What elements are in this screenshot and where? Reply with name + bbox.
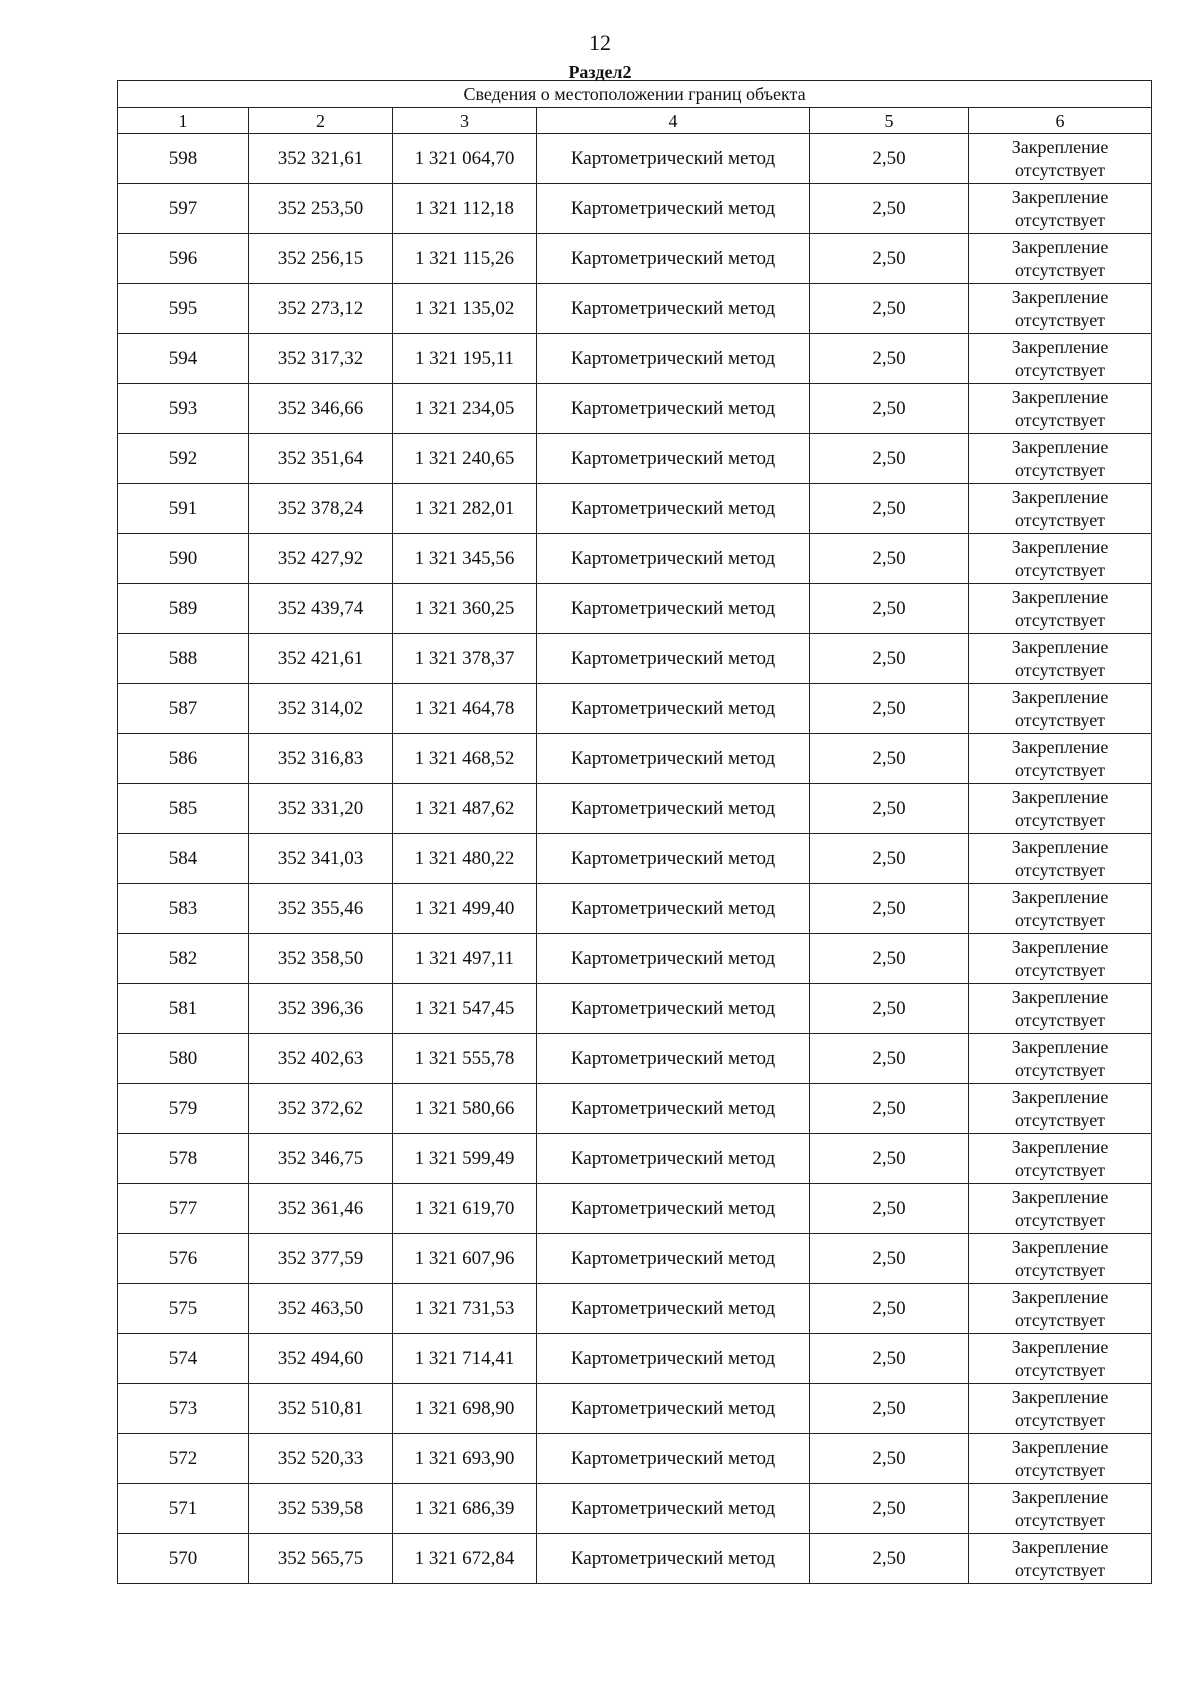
marker-description-line-2: отсутствует: [1015, 959, 1106, 980]
point-number-cell: 598: [118, 134, 249, 184]
determination-method-cell: Картометрический метод: [537, 334, 810, 384]
determination-method-cell: Картометрический метод: [537, 1334, 810, 1384]
column-header: 6: [969, 108, 1152, 134]
marker-description-line-1: Закрепление: [1011, 786, 1109, 807]
coordinate-x-cell: 352 346,75: [249, 1134, 393, 1184]
coordinate-x-cell: 352 317,32: [249, 334, 393, 384]
coordinate-x-cell: 352 396,36: [249, 984, 393, 1034]
page-number: 12: [589, 30, 611, 55]
coordinate-y-cell: 1 321 714,41: [393, 1334, 537, 1384]
marker-description-cell: [969, 1534, 1152, 1584]
table-row: [118, 234, 1152, 284]
marker-description-cell: [969, 134, 1152, 184]
point-number-cell: 590: [118, 534, 249, 584]
marker-description-line-1: Закрепление: [1011, 736, 1109, 757]
coordinate-y-cell: 1 321 234,05: [393, 384, 537, 434]
coordinate-y-cell: 1 321 499,40: [393, 884, 537, 934]
determination-method-cell: Картометрический метод: [537, 1384, 810, 1434]
table-row: [118, 1534, 1152, 1584]
point-number-cell: 588: [118, 634, 249, 684]
coordinate-y-cell: 1 321 619,70: [393, 1184, 537, 1234]
marker-description-line-1: Закрепление: [1011, 836, 1109, 857]
marker-description-line-2: отсутствует: [1015, 1159, 1106, 1180]
coordinate-y-cell: 1 321 693,90: [393, 1434, 537, 1484]
marker-description-line-1: Закрепление: [1011, 286, 1109, 307]
coordinate-x-cell: 352 321,61: [249, 134, 393, 184]
marker-description-line-2: отсутствует: [1015, 1409, 1106, 1430]
coordinate-y-cell: 1 321 240,65: [393, 434, 537, 484]
accuracy-value-cell: 2,50: [810, 1034, 969, 1084]
marker-description-line-1: Закрепление: [1011, 1436, 1109, 1457]
accuracy-value-cell: 2,50: [810, 784, 969, 834]
point-number-cell: 591: [118, 484, 249, 534]
determination-method-cell: Картометрический метод: [537, 1034, 810, 1084]
accuracy-value-cell: 2,50: [810, 1384, 969, 1434]
point-number-cell: 597: [118, 184, 249, 234]
determination-method-cell: Картометрический метод: [537, 834, 810, 884]
coordinate-y-cell: 1 321 547,45: [393, 984, 537, 1034]
coordinate-y-cell: 1 321 195,11: [393, 334, 537, 384]
determination-method-cell: Картометрический метод: [537, 784, 810, 834]
coordinate-x-cell: 352 421,61: [249, 634, 393, 684]
marker-description-line-2: отсутствует: [1015, 1209, 1106, 1230]
accuracy-value-cell: 2,50: [810, 534, 969, 584]
accuracy-value-cell: 2,50: [810, 884, 969, 934]
accuracy-value-cell: 2,50: [810, 184, 969, 234]
column-header: 3: [393, 108, 537, 134]
determination-method-cell: Картометрический метод: [537, 384, 810, 434]
accuracy-value-cell: 2,50: [810, 1084, 969, 1134]
determination-method-cell: Картометрический метод: [537, 634, 810, 684]
coordinate-y-cell: 1 321 686,39: [393, 1484, 537, 1534]
marker-description-line-2: отсутствует: [1015, 159, 1106, 180]
coordinate-x-cell: 352 341,03: [249, 834, 393, 884]
determination-method-cell: Картометрический метод: [537, 684, 810, 734]
coordinate-x-cell: 352 565,75: [249, 1534, 393, 1584]
marker-description-cell: [969, 734, 1152, 784]
determination-method-cell: Картометрический метод: [537, 1184, 810, 1234]
point-number-cell: 577: [118, 1184, 249, 1234]
marker-description-cell: [969, 284, 1152, 334]
point-number-cell: 580: [118, 1034, 249, 1084]
table-row: [118, 634, 1152, 684]
marker-description-line-2: отсутствует: [1015, 1459, 1106, 1480]
marker-description-line-2: отсутствует: [1015, 1559, 1106, 1580]
marker-description-line-2: отсутствует: [1015, 709, 1106, 730]
marker-description-line-2: отсутствует: [1015, 209, 1106, 230]
coordinate-x-cell: 352 361,46: [249, 1184, 393, 1234]
accuracy-value-cell: 2,50: [810, 1134, 969, 1184]
point-number-cell: 578: [118, 1134, 249, 1184]
table-row: [118, 334, 1152, 384]
accuracy-value-cell: 2,50: [810, 684, 969, 734]
coordinate-x-cell: 352 378,24: [249, 484, 393, 534]
table-row: [118, 734, 1152, 784]
point-number-cell: 572: [118, 1434, 249, 1484]
marker-description-line-2: отсутствует: [1015, 759, 1106, 780]
marker-description-cell: [969, 834, 1152, 884]
marker-description-line-2: отсутствует: [1015, 1359, 1106, 1380]
marker-description-line-2: отсутствует: [1015, 509, 1106, 530]
table-row: [118, 434, 1152, 484]
column-header: 1: [118, 108, 249, 134]
table-row: [118, 584, 1152, 634]
marker-description-line-1: Закрепление: [1011, 636, 1109, 657]
marker-description-line-1: Закрепление: [1011, 1186, 1109, 1207]
point-number-cell: 571: [118, 1484, 249, 1534]
marker-description-line-2: отсутствует: [1015, 809, 1106, 830]
point-number-cell: 589: [118, 584, 249, 634]
marker-description-line-2: отсутствует: [1015, 559, 1106, 580]
table-row: [118, 384, 1152, 434]
determination-method-cell: Картометрический метод: [537, 534, 810, 584]
determination-method-cell: Картометрический метод: [537, 484, 810, 534]
marker-description-cell: [969, 684, 1152, 734]
table-row: [118, 834, 1152, 884]
determination-method-cell: Картометрический метод: [537, 1134, 810, 1184]
point-number-cell: 595: [118, 284, 249, 334]
accuracy-value-cell: 2,50: [810, 584, 969, 634]
marker-description-cell: [969, 434, 1152, 484]
table-row: [118, 134, 1152, 184]
column-header: 2: [249, 108, 393, 134]
accuracy-value-cell: 2,50: [810, 334, 969, 384]
marker-description-line-2: отсутствует: [1015, 1009, 1106, 1030]
coordinate-y-cell: 1 321 555,78: [393, 1034, 537, 1084]
marker-description-line-2: отсутствует: [1015, 1259, 1106, 1280]
determination-method-cell: Картометрический метод: [537, 884, 810, 934]
point-number-cell: 574: [118, 1334, 249, 1384]
accuracy-value-cell: 2,50: [810, 1184, 969, 1234]
point-number-cell: 575: [118, 1284, 249, 1334]
determination-method-cell: Картометрический метод: [537, 134, 810, 184]
coordinate-y-cell: 1 321 115,26: [393, 234, 537, 284]
determination-method-cell: Картометрический метод: [537, 734, 810, 784]
determination-method-cell: Картометрический метод: [537, 184, 810, 234]
coordinate-y-cell: 1 321 497,11: [393, 934, 537, 984]
coordinate-x-cell: 352 355,46: [249, 884, 393, 934]
point-number-cell: 582: [118, 934, 249, 984]
table-row: [118, 934, 1152, 984]
marker-description-line-2: отсутствует: [1015, 609, 1106, 630]
marker-description-line-1: Закрепление: [1011, 1536, 1109, 1557]
determination-method-cell: Картометрический метод: [537, 1434, 810, 1484]
marker-description-cell: [969, 1334, 1152, 1384]
boundary-coordinates-table: [117, 80, 1152, 1584]
table-caption: Сведения о местоположении границ объекта: [118, 81, 1152, 108]
marker-description-cell: [969, 1434, 1152, 1484]
table-row: [118, 284, 1152, 334]
coordinate-y-cell: 1 321 468,52: [393, 734, 537, 784]
coordinate-y-cell: 1 321 698,90: [393, 1384, 537, 1434]
marker-description-line-2: отсутствует: [1015, 1309, 1106, 1330]
table-row: [118, 484, 1152, 534]
coordinate-x-cell: 352 539,58: [249, 1484, 393, 1534]
coordinate-x-cell: 352 439,74: [249, 584, 393, 634]
marker-description-cell: [969, 1484, 1152, 1534]
marker-description-cell: [969, 884, 1152, 934]
marker-description-cell: [969, 384, 1152, 434]
marker-description-line-1: Закрепление: [1011, 536, 1109, 557]
table-row: [118, 1184, 1152, 1234]
marker-description-line-2: отсутствует: [1015, 659, 1106, 680]
point-number-cell: 585: [118, 784, 249, 834]
marker-description-line-2: отсутствует: [1015, 1509, 1106, 1530]
marker-description-line-1: Закрепление: [1011, 1286, 1109, 1307]
coordinate-x-cell: 352 520,33: [249, 1434, 393, 1484]
table-row: [118, 1084, 1152, 1134]
determination-method-cell: Картометрический метод: [537, 1234, 810, 1284]
coordinate-x-cell: 352 427,92: [249, 534, 393, 584]
accuracy-value-cell: 2,50: [810, 1234, 969, 1284]
marker-description-line-1: Закрепление: [1011, 686, 1109, 707]
determination-method-cell: Картометрический метод: [537, 1484, 810, 1534]
marker-description-line-1: Закрепление: [1011, 586, 1109, 607]
marker-description-line-1: Закрепление: [1011, 1486, 1109, 1507]
coordinate-x-cell: 352 346,66: [249, 384, 393, 434]
point-number-cell: 586: [118, 734, 249, 784]
point-number-cell: 576: [118, 1234, 249, 1284]
marker-description-line-1: Закрепление: [1011, 1136, 1109, 1157]
coordinate-y-cell: 1 321 282,01: [393, 484, 537, 534]
coordinate-x-cell: 352 358,50: [249, 934, 393, 984]
point-number-cell: 581: [118, 984, 249, 1034]
marker-description-line-2: отсутствует: [1015, 459, 1106, 480]
point-number-cell: 570: [118, 1534, 249, 1584]
table-row: [118, 534, 1152, 584]
table-row: [118, 1434, 1152, 1484]
marker-description-cell: [969, 334, 1152, 384]
marker-description-line-1: Закрепление: [1011, 936, 1109, 957]
marker-description-line-1: Закрепление: [1011, 1086, 1109, 1107]
table-row: [118, 984, 1152, 1034]
marker-description-line-1: Закрепление: [1011, 886, 1109, 907]
table-caption-row: [118, 81, 1152, 108]
marker-description-cell: [969, 534, 1152, 584]
marker-description-cell: [969, 1034, 1152, 1084]
determination-method-cell: Картометрический метод: [537, 284, 810, 334]
coordinate-y-cell: 1 321 135,02: [393, 284, 537, 334]
marker-description-cell: [969, 1384, 1152, 1434]
marker-description-line-2: отсутствует: [1015, 1059, 1106, 1080]
point-number-cell: 583: [118, 884, 249, 934]
coordinate-y-cell: 1 321 607,96: [393, 1234, 537, 1284]
table-row: [118, 684, 1152, 734]
determination-method-cell: Картометрический метод: [537, 434, 810, 484]
table-row: [118, 1284, 1152, 1334]
accuracy-value-cell: 2,50: [810, 384, 969, 434]
coordinate-x-cell: 352 273,12: [249, 284, 393, 334]
point-number-cell: 584: [118, 834, 249, 884]
marker-description-line-2: отсутствует: [1015, 909, 1106, 930]
coordinate-y-cell: 1 321 345,56: [393, 534, 537, 584]
marker-description-cell: [969, 484, 1152, 534]
accuracy-value-cell: 2,50: [810, 1434, 969, 1484]
accuracy-value-cell: 2,50: [810, 484, 969, 534]
point-number-cell: 592: [118, 434, 249, 484]
marker-description-line-1: Закрепление: [1011, 986, 1109, 1007]
coordinate-y-cell: 1 321 378,37: [393, 634, 537, 684]
coordinate-x-cell: 352 463,50: [249, 1284, 393, 1334]
marker-description-cell: [969, 1184, 1152, 1234]
point-number-cell: 596: [118, 234, 249, 284]
determination-method-cell: Картометрический метод: [537, 234, 810, 284]
point-number-cell: 587: [118, 684, 249, 734]
table-row: [118, 1134, 1152, 1184]
coordinate-y-cell: 1 321 480,22: [393, 834, 537, 884]
accuracy-value-cell: 2,50: [810, 1534, 969, 1584]
accuracy-value-cell: 2,50: [810, 134, 969, 184]
determination-method-cell: Картометрический метод: [537, 984, 810, 1034]
coordinate-x-cell: 352 402,63: [249, 1034, 393, 1084]
marker-description-line-1: Закрепление: [1011, 436, 1109, 457]
marker-description-line-2: отсутствует: [1015, 359, 1106, 380]
marker-description-line-2: отсутствует: [1015, 859, 1106, 880]
coordinate-y-cell: 1 321 360,25: [393, 584, 537, 634]
marker-description-line-2: отсутствует: [1015, 1109, 1106, 1130]
accuracy-value-cell: 2,50: [810, 234, 969, 284]
determination-method-cell: Картометрический метод: [537, 1084, 810, 1134]
marker-description-line-2: отсутствует: [1015, 309, 1106, 330]
coordinate-x-cell: 352 253,50: [249, 184, 393, 234]
table-row: [118, 1484, 1152, 1534]
coordinate-y-cell: 1 321 672,84: [393, 1534, 537, 1584]
coordinate-x-cell: 352 510,81: [249, 1384, 393, 1434]
marker-description-cell: [969, 784, 1152, 834]
accuracy-value-cell: 2,50: [810, 1334, 969, 1384]
marker-description-line-1: Закрепление: [1011, 336, 1109, 357]
marker-description-cell: [969, 1284, 1152, 1334]
marker-description-line-2: отсутствует: [1015, 409, 1106, 430]
coordinate-x-cell: 352 377,59: [249, 1234, 393, 1284]
table-row: [118, 1384, 1152, 1434]
coordinate-x-cell: 352 331,20: [249, 784, 393, 834]
table-row: [118, 184, 1152, 234]
marker-description-cell: [969, 634, 1152, 684]
table-row: [118, 784, 1152, 834]
accuracy-value-cell: 2,50: [810, 834, 969, 884]
table-row: [118, 884, 1152, 934]
coordinate-y-cell: 1 321 487,62: [393, 784, 537, 834]
marker-description-cell: [969, 184, 1152, 234]
marker-description-line-1: Закрепление: [1011, 1336, 1109, 1357]
determination-method-cell: Картометрический метод: [537, 584, 810, 634]
coordinate-y-cell: 1 321 599,49: [393, 1134, 537, 1184]
coordinate-y-cell: 1 321 731,53: [393, 1284, 537, 1334]
marker-description-line-1: Закрепление: [1011, 1386, 1109, 1407]
marker-description-line-1: Закрепление: [1011, 486, 1109, 507]
table-row: [118, 1034, 1152, 1084]
coordinate-x-cell: 352 316,83: [249, 734, 393, 784]
point-number-cell: 593: [118, 384, 249, 434]
accuracy-value-cell: 2,50: [810, 1284, 969, 1334]
marker-description-cell: [969, 984, 1152, 1034]
coordinate-y-cell: 1 321 064,70: [393, 134, 537, 184]
marker-description-line-1: Закрепление: [1011, 386, 1109, 407]
accuracy-value-cell: 2,50: [810, 734, 969, 784]
coordinate-x-cell: 352 494,60: [249, 1334, 393, 1384]
point-number-cell: 573: [118, 1384, 249, 1434]
table-row: [118, 1334, 1152, 1384]
point-number-cell: 579: [118, 1084, 249, 1134]
marker-description-line-1: Закрепление: [1011, 186, 1109, 207]
marker-description-line-1: Закрепление: [1011, 1236, 1109, 1257]
determination-method-cell: Картометрический метод: [537, 1284, 810, 1334]
marker-description-cell: [969, 1134, 1152, 1184]
accuracy-value-cell: 2,50: [810, 434, 969, 484]
determination-method-cell: Картометрический метод: [537, 934, 810, 984]
point-number-cell: 594: [118, 334, 249, 384]
marker-description-line-1: Закрепление: [1011, 236, 1109, 257]
section-title: Раздел2: [568, 62, 632, 82]
coordinate-x-cell: 352 256,15: [249, 234, 393, 284]
marker-description-cell: [969, 584, 1152, 634]
coordinate-y-cell: 1 321 112,18: [393, 184, 537, 234]
accuracy-value-cell: 2,50: [810, 1484, 969, 1534]
marker-description-cell: [969, 1084, 1152, 1134]
coordinate-y-cell: 1 321 580,66: [393, 1084, 537, 1134]
column-number-row: [118, 108, 1152, 134]
column-header: 4: [537, 108, 810, 134]
marker-description-line-1: Закрепление: [1011, 1036, 1109, 1057]
accuracy-value-cell: 2,50: [810, 634, 969, 684]
determination-method-cell: Картометрический метод: [537, 1534, 810, 1584]
marker-description-line-2: отсутствует: [1015, 259, 1106, 280]
accuracy-value-cell: 2,50: [810, 284, 969, 334]
coordinate-x-cell: 352 314,02: [249, 684, 393, 734]
marker-description-line-1: Закрепление: [1011, 136, 1109, 157]
marker-description-cell: [969, 934, 1152, 984]
accuracy-value-cell: 2,50: [810, 984, 969, 1034]
coordinate-x-cell: 352 351,64: [249, 434, 393, 484]
marker-description-cell: [969, 1234, 1152, 1284]
table-row: [118, 1234, 1152, 1284]
table-body: [118, 134, 1152, 1584]
coordinate-y-cell: 1 321 464,78: [393, 684, 537, 734]
column-header: 5: [810, 108, 969, 134]
coordinate-x-cell: 352 372,62: [249, 1084, 393, 1134]
marker-description-cell: [969, 234, 1152, 284]
accuracy-value-cell: 2,50: [810, 934, 969, 984]
